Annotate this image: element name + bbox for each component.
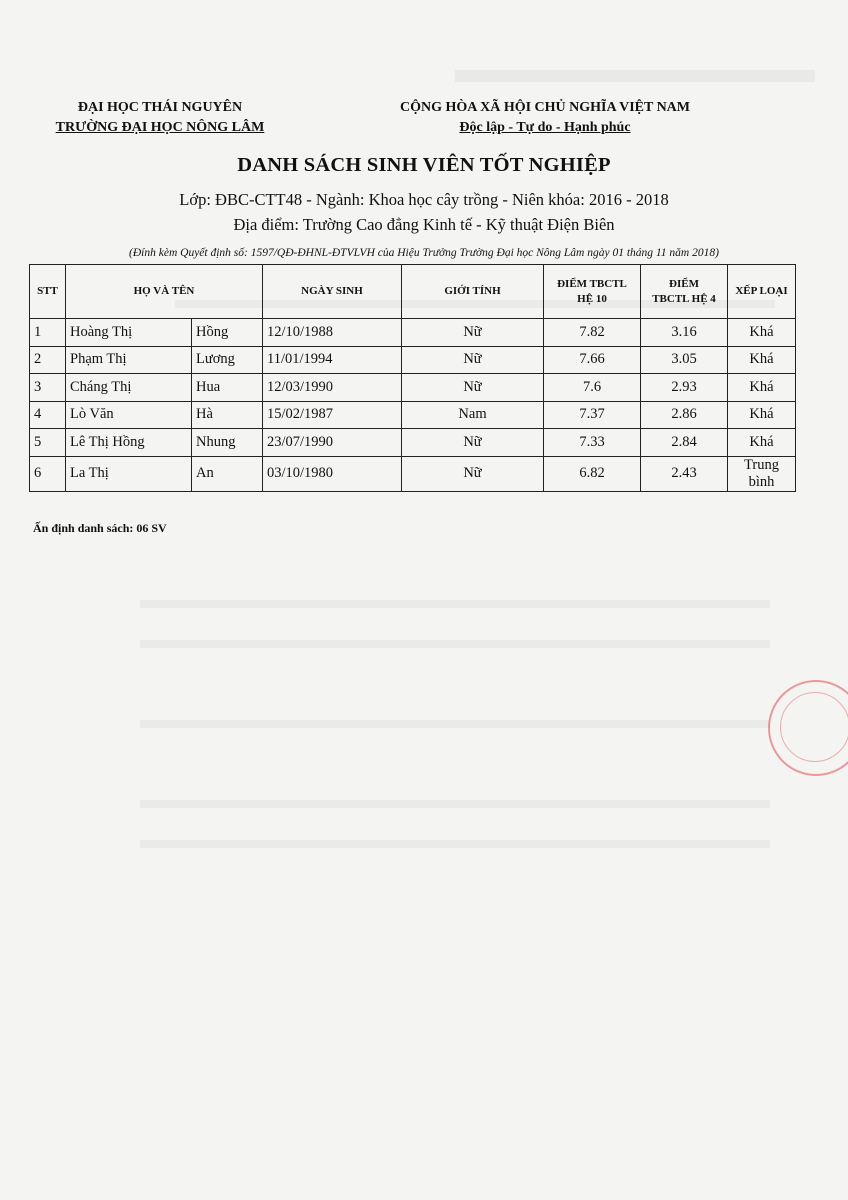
attachment-note: (Đính kèm Quyết định số: 1597/QĐ-ĐHNL-ĐTVLVH của Hiệu Trưởng Trường Đại học Nông Lâm ngày 01 tháng 11 năm 2018) bbox=[129, 247, 719, 259]
cell-rank: Khá bbox=[728, 374, 796, 402]
cell-gpa10: 7.33 bbox=[544, 429, 641, 457]
cell-gpa10: 7.6 bbox=[544, 374, 641, 402]
cell-gpa10: 7.82 bbox=[544, 319, 641, 347]
location-info: Địa điểm: Trường Cao đẳng Kinh tế - Kỹ thuật Điện Biên bbox=[233, 215, 615, 234]
list-count-note: Ấn định danh sách: 06 SV bbox=[33, 521, 167, 535]
cell-dob: 12/10/1988 bbox=[263, 319, 402, 347]
cell-gender: Nữ bbox=[402, 319, 544, 347]
cell-surname: La Thị bbox=[66, 456, 192, 491]
cell-gpa10: 6.82 bbox=[544, 456, 641, 491]
cell-stt: 1 bbox=[30, 319, 66, 347]
table-row bbox=[30, 319, 796, 347]
cell-gender: Nam bbox=[402, 401, 544, 429]
header-gpa4 bbox=[641, 265, 728, 319]
cell-dob: 11/01/1994 bbox=[263, 346, 402, 374]
header-gpa10-line2: HỆ 10 bbox=[577, 292, 607, 305]
cell-gpa4: 2.43 bbox=[641, 456, 728, 491]
cell-surname: Cháng Thị bbox=[66, 374, 192, 402]
cell-dob: 23/07/1990 bbox=[263, 429, 402, 457]
cell-given-name: Nhung bbox=[192, 429, 263, 457]
cell-surname: Phạm Thị bbox=[66, 346, 192, 374]
cell-gender: Nữ bbox=[402, 374, 544, 402]
cell-gender: Nữ bbox=[402, 456, 544, 491]
motto: Độc lập - Tự do - Hạnh phúc bbox=[459, 120, 631, 135]
cell-stt: 3 bbox=[30, 374, 66, 402]
table-row bbox=[30, 346, 796, 374]
cell-surname: Lò Văn bbox=[66, 401, 192, 429]
cell-given-name: An bbox=[192, 456, 263, 491]
cell-gpa10: 7.66 bbox=[544, 346, 641, 374]
table-row bbox=[30, 456, 796, 491]
cell-dob: 15/02/1987 bbox=[263, 401, 402, 429]
header-gpa10-line1: ĐIỂM TBCTL bbox=[557, 277, 627, 290]
cell-gpa10: 7.37 bbox=[544, 401, 641, 429]
cell-dob: 12/03/1990 bbox=[263, 374, 402, 402]
cell-gpa4: 2.84 bbox=[641, 429, 728, 457]
cell-rank: Khá bbox=[728, 346, 796, 374]
cell-rank: Trung bình bbox=[728, 456, 796, 491]
cell-stt: 6 bbox=[30, 456, 66, 491]
header-dob: NGÀY SINH bbox=[263, 265, 402, 319]
table-header-row bbox=[30, 265, 796, 319]
header-rank: XẾP LOẠI bbox=[728, 265, 796, 319]
university-name: ĐẠI HỌC THÁI NGUYÊN bbox=[77, 100, 243, 115]
national-motto bbox=[380, 98, 710, 138]
header-gpa4-line2: TBCTL HỆ 4 bbox=[652, 292, 716, 305]
header-gpa10 bbox=[544, 265, 641, 319]
cell-stt: 5 bbox=[30, 429, 66, 457]
cell-given-name: Hà bbox=[192, 401, 263, 429]
country-name: CỘNG HÒA XÃ HỘI CHỦ NGHĨA VIỆT NAM bbox=[399, 100, 690, 115]
header-gpa4-line1: ĐIỂM bbox=[669, 277, 699, 290]
cell-gpa4: 3.16 bbox=[641, 319, 728, 347]
cell-gpa4: 2.93 bbox=[641, 374, 728, 402]
document-title: DANH SÁCH SINH VIÊN TỐT NGHIỆP bbox=[237, 154, 611, 176]
issuing-organization bbox=[40, 98, 280, 138]
cell-stt: 2 bbox=[30, 346, 66, 374]
cell-surname: Hoàng Thị bbox=[66, 319, 192, 347]
cell-dob: 03/10/1980 bbox=[263, 456, 402, 491]
cell-gender: Nữ bbox=[402, 429, 544, 457]
cell-stt: 4 bbox=[30, 401, 66, 429]
graduates-table bbox=[29, 264, 796, 492]
cell-given-name: Hồng bbox=[192, 319, 263, 347]
header-gender: GIỚI TÍNH bbox=[402, 265, 544, 319]
cell-rank: Khá bbox=[728, 401, 796, 429]
cell-given-name: Lương bbox=[192, 346, 263, 374]
class-info: Lớp: ĐBC-CTT48 - Ngành: Khoa học cây trồng - Niên khóa: 2016 - 2018 bbox=[179, 190, 669, 209]
header-stt: STT bbox=[30, 265, 66, 319]
table-row bbox=[30, 429, 796, 457]
cell-rank: Khá bbox=[728, 319, 796, 347]
cell-rank: Khá bbox=[728, 429, 796, 457]
header-name: HỌ VÀ TÊN bbox=[66, 265, 263, 319]
red-stamp-inner-ring bbox=[780, 692, 848, 762]
cell-gpa4: 3.05 bbox=[641, 346, 728, 374]
school-name: TRƯỜNG ĐẠI HỌC NÔNG LÂM bbox=[55, 120, 265, 135]
cell-given-name: Hua bbox=[192, 374, 263, 402]
table-row bbox=[30, 374, 796, 402]
cell-gender: Nữ bbox=[402, 346, 544, 374]
cell-gpa4: 2.86 bbox=[641, 401, 728, 429]
cell-surname: Lê Thị Hồng bbox=[66, 429, 192, 457]
table-row bbox=[30, 401, 796, 429]
